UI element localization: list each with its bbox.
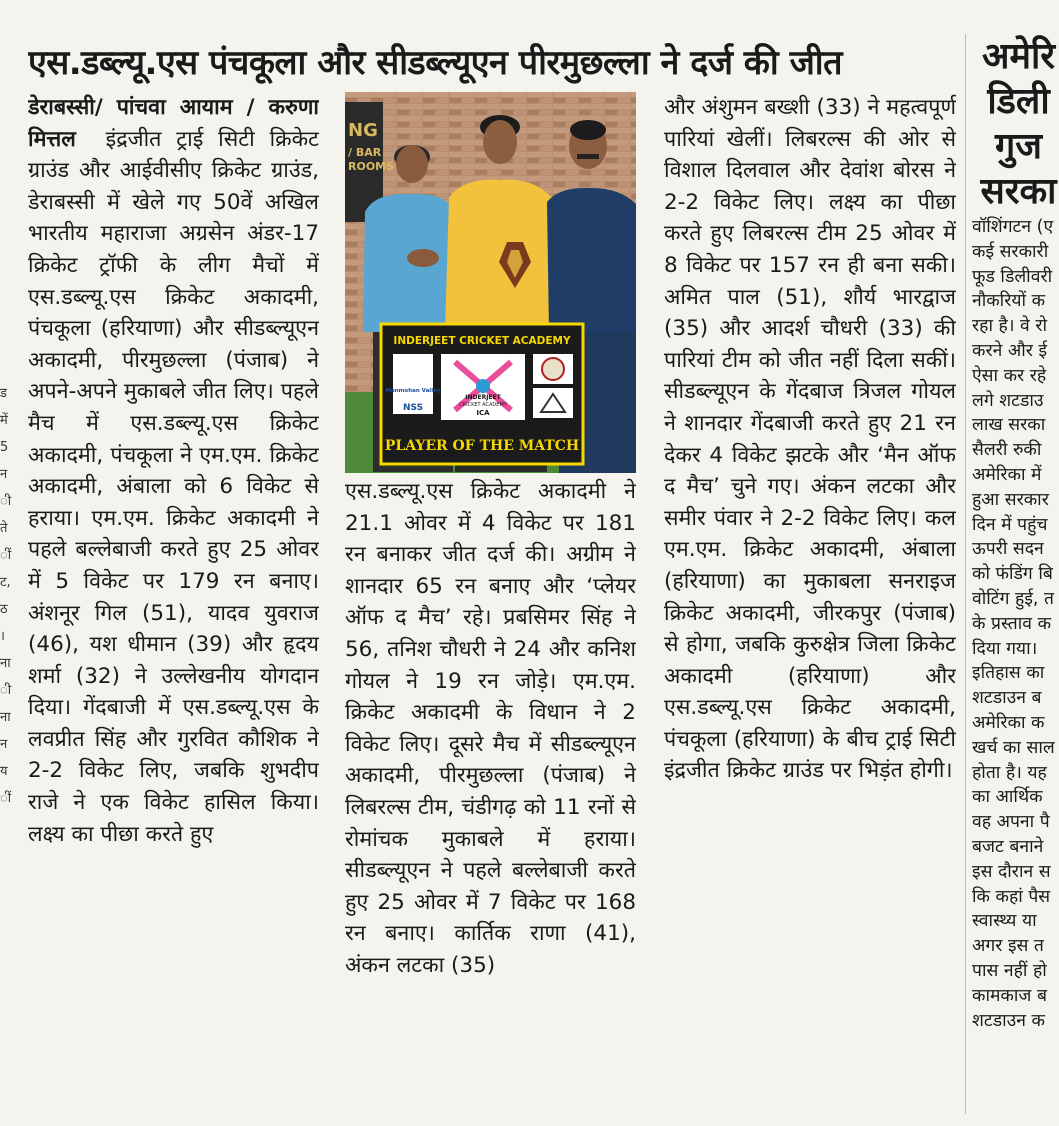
- logo-center-line1: INDERJEET: [465, 394, 501, 401]
- banner-footer: PLAYER OF THE MATCH: [384, 438, 580, 454]
- player-of-match-banner: [381, 324, 583, 464]
- article-column-1: [28, 92, 319, 1122]
- col2-text: एस.डब्ल्यू.एस क्रिकेट अकादमी ने 21.1 ओवर में 4 विकेट पर 181 रन बनाकर जीत दर्ज की। अग्रीम ने शानदार 65 रन बनाए और ‘प्लेयर ऑफ द मैच’ रहे। प्रबसिमर सिंह ने 56, तनिश चौधरी ने 24 और कनिश गोयल ने 19 रन जोड़े। एम.एम. क्रिकेट अकादमी के विधान ने 2 विकेट लिए। दूसरे मैच में सीडब्ल्यूएन अकादमी, पीरमुछल्ला (पंजाब) ने लिबरल्स टीम, चंडीगढ़ को 11 रनों से रोमांचक मुकाबले में हराया। सीडब्ल्यूएन ने पहले बल्लेबाजी करते हुए 25 ओवर में 7 विकेट पर 168 रन बनाए। कार्तिक राणा (41), अंकन लटका (35): [345, 479, 636, 978]
- col3-text: और अंशुमन बख्शी (33) ने महत्वपूर्ण पारियां खेलीं। लिबरल्स की ओर से विशाल दिलवाल और देवांश बोरस ने 2-2 विकेट लिए। लक्ष्य का पीछा करते हुए लिबरल्स टीम 25 ओवर में 8 विकेट पर 157 रन ही बना सकी। अमित पाल (51), शौर्य भारद्वाज (35) और आदर्श चौधरी (33) की पारियां टीम को जीत नहीं दिला सकीं। सीडब्ल्यूएन के गेंदबाज त्रिजल गोयल ने शानदार गेंदबाजी करते हुए 21 रन देकर 4 विकेट झटके और ‘मैन ऑफ द मैच’ चुने गए। अंकन लटका और समीर पंवार ने 2-2 विकेट लिए। कल एम.एम. क्रिकेट अकादमी, अंबाला (हरियाणा) का मुकाबला सनराइज क्रिकेट अकादमी, जीरकपुर (पंजाब) से होगा, जबकि कुरुक्षेत्र जिला क्रिकेट अकादमी (हरियाणा) और एस.डब्ल्यू.एस क्रिकेट अकादमी, पंचकूला (हरियाणा) के बीच ट्राई सिटी इंद्रजीत क्रिकेट ग्राउंड पर भिड़ंत होगी।: [664, 95, 956, 784]
- news-photo: [345, 92, 636, 473]
- logo-small-1: Manmohan Valley: [385, 388, 441, 394]
- right-article-headline: अमेरि डिली गुज सरका: [980, 36, 1057, 212]
- wall-sign-line-3: ROOMS: [348, 160, 395, 173]
- logo-center-line3: ICA: [476, 409, 490, 417]
- logo-small-2: NSS: [402, 403, 424, 413]
- wall-sign-line-1: NG: [348, 120, 378, 141]
- headline: एस.डब्ल्यू.एस पंचकूला और सीडब्ल्यूएन पीरमुछल्ला ने दर्ज की जीत: [28, 43, 842, 83]
- left-edge-fragment: ड में 5 न ी ते ीं ट, ठ । ना ी ना न य ीं: [0, 386, 12, 806]
- banner-title: INDERJEET CRICKET ACADEMY: [393, 335, 571, 347]
- column-divider: [965, 34, 966, 1114]
- right-article-body: वॉशिंगटन (ए कई सरकारी फूड डिलीवरी नौकरियों क रहा है। वे रो करने और ई ऐसा कर रहे लगे शटडाउ लाख सरका सैलरी रुकी अमेरिका में हुआ सरकार दिन में पहुंच ऊपरी सदन को फंडिंग बि वोटिंग हुई, त के प्रस्ताव क दिया गया। इतिहास का शटडाउन ब अमेरिका क खर्च का साल होता है। यह का आर्थिक वह अपना पै बजट बनाने इस दौरान स कि कहां पैस स्वास्थ्य या अगर इस त पास नहीं हो कामकाज ब शटडाउन क: [972, 217, 1055, 1031]
- wall-sign-line-2: / BAR: [348, 146, 382, 159]
- article-column-2: [345, 476, 636, 1122]
- article-column-3: [664, 92, 956, 1122]
- byline: डेराबस्सी/ पांचवा आयाम / करुणा मित्तल: [28, 95, 319, 152]
- col1-text: इंद्रजीत ट्राई सिटी क्रिकेट ग्राउंड और आईवीसीए क्रिकेट ग्राउंड, डेराबस्सी में खेले गए 50वें अखिल भारतीय महाराजा अग्रसेन अंडर-17 क्रिकेट ट्रॉफी के लीग मैचों में एस.डब्ल्यू.एस क्रिकेट अकादमी, पंचकूला (हरियाणा) और सीडब्ल्यूएन अकादमी, पीरमुछल्ला (पंजाब) ने अपने-अपने मुकाबले जीत लिए। पहले मैच में एस.डब्ल्यू.एस क्रिकेट अकादमी, पंचकूला ने एम.एम. क्रिकेट अकादमी, अंबाला को 6 विकेट से हराया। एम.एम. क्रिकेट अकादमी ने पहले बल्लेबाजी करते हुए 25 ओवर में 5 विकेट पर 179 रन बनाए। अंशनूर गिल (51), यादव युवराज (46), यश धीमान (39) और हृदय शर्मा (32) ने उल्लेखनीय योगदान दिया। गेंदबाजी में एस.डब्ल्यू.एस के लवप्रीत सिंह और गुरवित कौशिक ने 2-2 विकेट लिए, जबकि शुभदीप राजे ने एक विकेट हासिल किया। लक्ष्य का पीछा करते हुए: [28, 126, 319, 847]
- logo-center-line2: CRICKET ACADEMY: [459, 402, 507, 408]
